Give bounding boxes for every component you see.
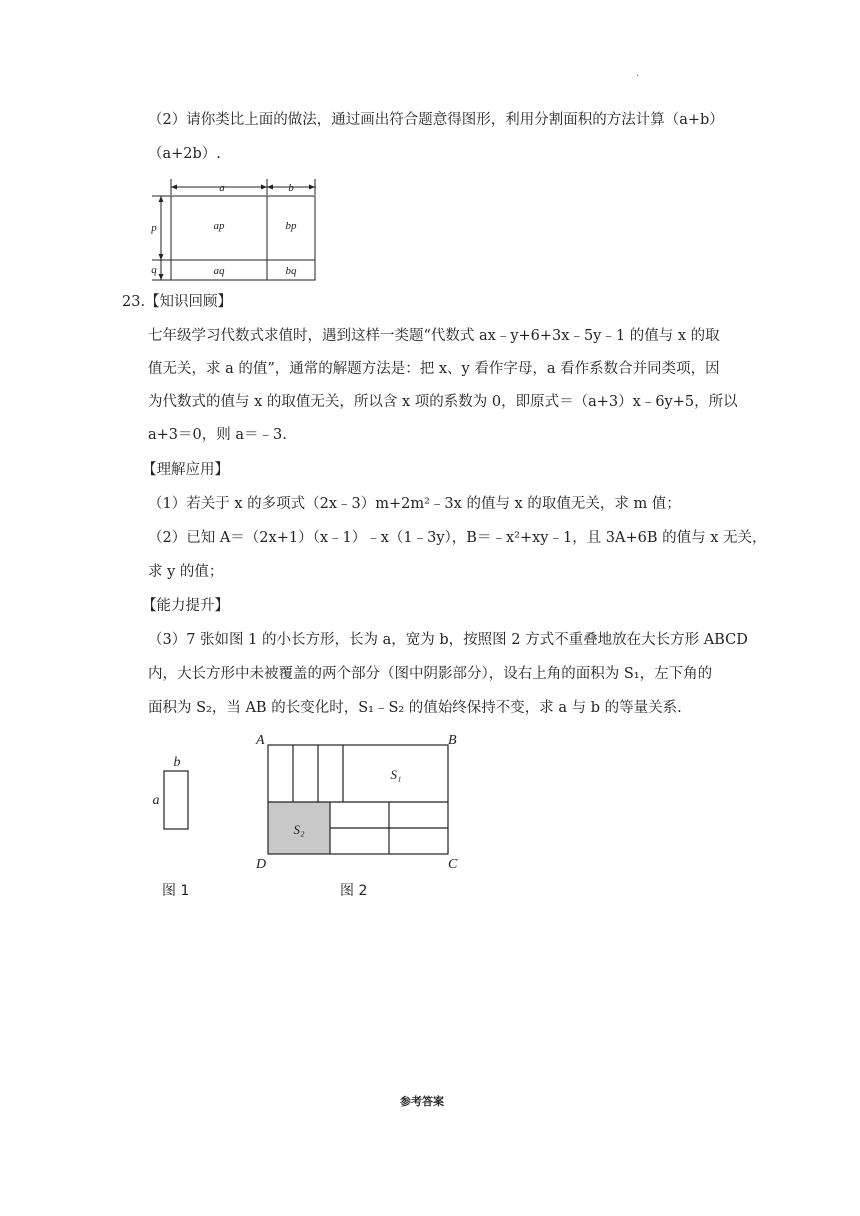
improve-line-2: 内，大长方形中未被覆盖的两个部分（图中阴影部分），设右上角的面积为 S₁，左下角的 [148, 666, 713, 682]
review-line-1: 七年级学习代数式求值时，遇到这样一类题“代数式 ax﹣y+6+3x﹣5y﹣1 的值与 x 的取 [148, 328, 720, 344]
label-b: b [288, 182, 294, 194]
improve-heading: 【能力提升】 [142, 598, 229, 614]
figure-2-caption: 图 2 [340, 883, 368, 899]
figure-1-caption: 图 1 [162, 883, 190, 899]
apply-question-2a: （2）已知 A＝（2x+1）（x﹣1）﹣x（1﹣3y），B＝﹣x²+xy﹣1，且 3A+6B 的值与 x 无关， [148, 530, 767, 546]
fig1-label-a: a [152, 793, 160, 808]
footer-answer-key: 参考答案 [400, 1095, 444, 1108]
improve-line-3: 面积为 S₂，当 AB 的长变化时，S₁﹣S₂ 的值始终保持不变，求 a 与 b 的等量关系. [148, 700, 682, 716]
question-23-heading: 23.【知识回顾】 [122, 294, 233, 310]
vertex-b: B [448, 733, 457, 748]
part2-line-2: （a+2b）. [148, 146, 221, 162]
vertex-c: C [448, 857, 458, 872]
apply-question-1: （1）若关于 x 的多项式（2x﹣3）m+2m²﹣3x 的值与 x 的取值无关，求 m 值； [148, 496, 681, 512]
cell-bq: bq [285, 265, 297, 277]
label-q: q [151, 264, 157, 276]
fig1-label-b: b [173, 755, 181, 770]
part2-line-1: （2）请你类比上面的做法，通过画出符合题意得图形，利用分割面积的方法计算（a+b） [148, 112, 724, 128]
label-s1: S₁ [390, 767, 402, 782]
improve-line-1: （3）7 张如图 1 的小长方形，长为 a，宽为 b，按照图 2 方式不重叠地放在大长方形 ABCD [148, 632, 748, 648]
apply-heading: 【理解应用】 [142, 462, 229, 478]
cell-aq: aq [213, 265, 225, 277]
label-a: a [219, 182, 225, 194]
review-line-3: 为代数式的值与 x 的取值无关，所以含 x 项的系数为 0，即原式＝（a+3）x﹣6y+5，所以 [148, 394, 738, 410]
area-model-figure [146, 176, 322, 284]
figure-2-rectangle-abcd [252, 729, 464, 873]
vertex-d: D [256, 857, 267, 872]
cell-bp: bp [285, 220, 297, 232]
apply-question-2b: 求 y 的值； [148, 564, 224, 580]
review-line-2: 值无关，求 a 的值”，通常的解题方法是：把 x、y 看作字母，a 看作系数合并同类项，因 [148, 361, 720, 377]
vertex-a: A [256, 733, 265, 748]
figure-1-small-rectangle [146, 752, 198, 834]
cell-ap: ap [213, 220, 225, 232]
label-p: p [151, 222, 157, 234]
page-dot: . [636, 68, 640, 79]
review-line-4: a+3＝0，则 a＝﹣3. [148, 427, 287, 443]
label-s2: S₂ [293, 822, 305, 837]
